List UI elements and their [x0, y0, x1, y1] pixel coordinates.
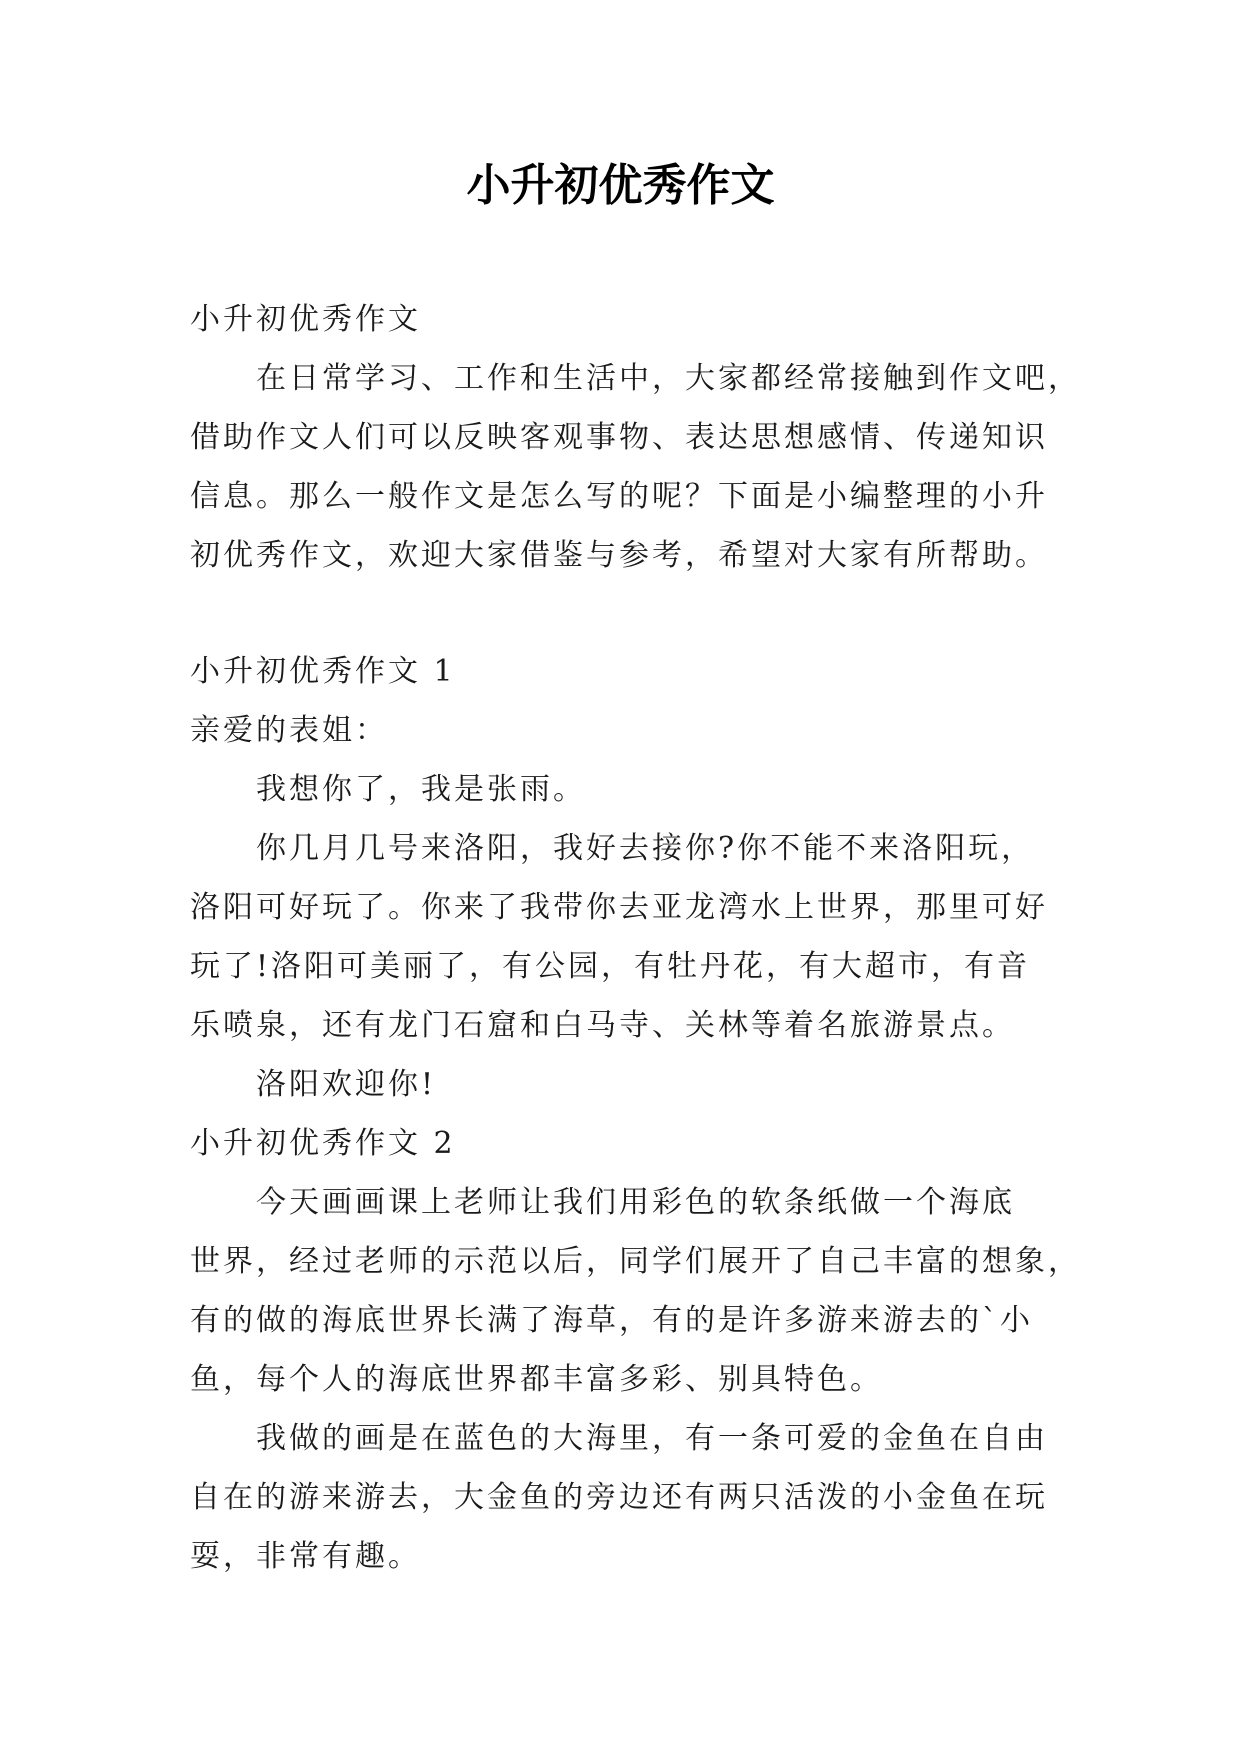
essay-2-heading: 小升初优秀作文 2	[190, 1126, 456, 1161]
paragraph-line: 有的做的海底世界长满了海草，有的是许多游来游去的`小	[190, 1303, 1033, 1338]
paragraph-line: 借助作文人们可以反映客观事物、表达思想感情、传递知识	[190, 420, 1048, 455]
essay-1-paragraph-1	[190, 760, 1070, 819]
essay-1-salutation: 亲爱的表姐：	[190, 713, 388, 748]
essay-1-paragraph-2	[190, 819, 1070, 1055]
paragraph-line: 洛阳欢迎你!	[256, 1067, 437, 1102]
document-title: 小升初优秀作文	[466, 160, 775, 211]
essay-2-paragraph-1	[190, 1173, 1081, 1409]
paragraph-line: 乐喷泉，还有龙门石窟和白马寺、关林等着名旅游景点。	[190, 1008, 1015, 1043]
document-body	[190, 290, 1081, 1586]
section-heading: 小升初优秀作文	[190, 302, 421, 337]
essay-2-paragraph-2	[190, 1409, 1070, 1586]
paragraph-line: 洛阳可好玩了。你来了我带你去亚龙湾水上世界，那里可好	[190, 890, 1048, 925]
paragraph-line: 我想你了，我是张雨。	[256, 772, 586, 807]
paragraph-line: 世界，经过老师的示范以后，同学们展开了自己丰富的想象，	[190, 1244, 1081, 1279]
paragraph-line: 耍，非常有趣。	[190, 1539, 421, 1574]
paragraph-line: 你几月几号来洛阳，我好去接你?你不能不来洛阳玩，	[256, 831, 1035, 866]
paragraph-line: 自在的游来游去，大金鱼的旁边还有两只活泼的小金鱼在玩	[190, 1480, 1048, 1515]
essay-1-paragraph-3	[190, 1055, 1070, 1114]
paragraph-line: 初优秀作文，欢迎大家借鉴与参考，希望对大家有所帮助。	[190, 538, 1048, 573]
paragraph-line: 鱼，每个人的海底世界都丰富多彩、别具特色。	[190, 1362, 883, 1397]
paragraph-line: 今天画画课上老师让我们用彩色的软条纸做一个海底	[256, 1185, 1015, 1220]
paragraph-line: 在日常学习、工作和生活中，大家都经常接触到作文吧，	[256, 361, 1081, 396]
paragraph-line: 我做的画是在蓝色的大海里，有一条可爱的金鱼在自由	[256, 1421, 1048, 1456]
paragraph-line: 信息。那么一般作文是怎么写的呢？下面是小编整理的小升	[190, 479, 1048, 514]
essay-1-heading: 小升初优秀作文 1	[190, 654, 456, 689]
paragraph-line: 玩了!洛阳可美丽了，有公园，有牡丹花，有大超市，有音	[190, 949, 1031, 984]
intro-paragraph	[190, 349, 1081, 585]
